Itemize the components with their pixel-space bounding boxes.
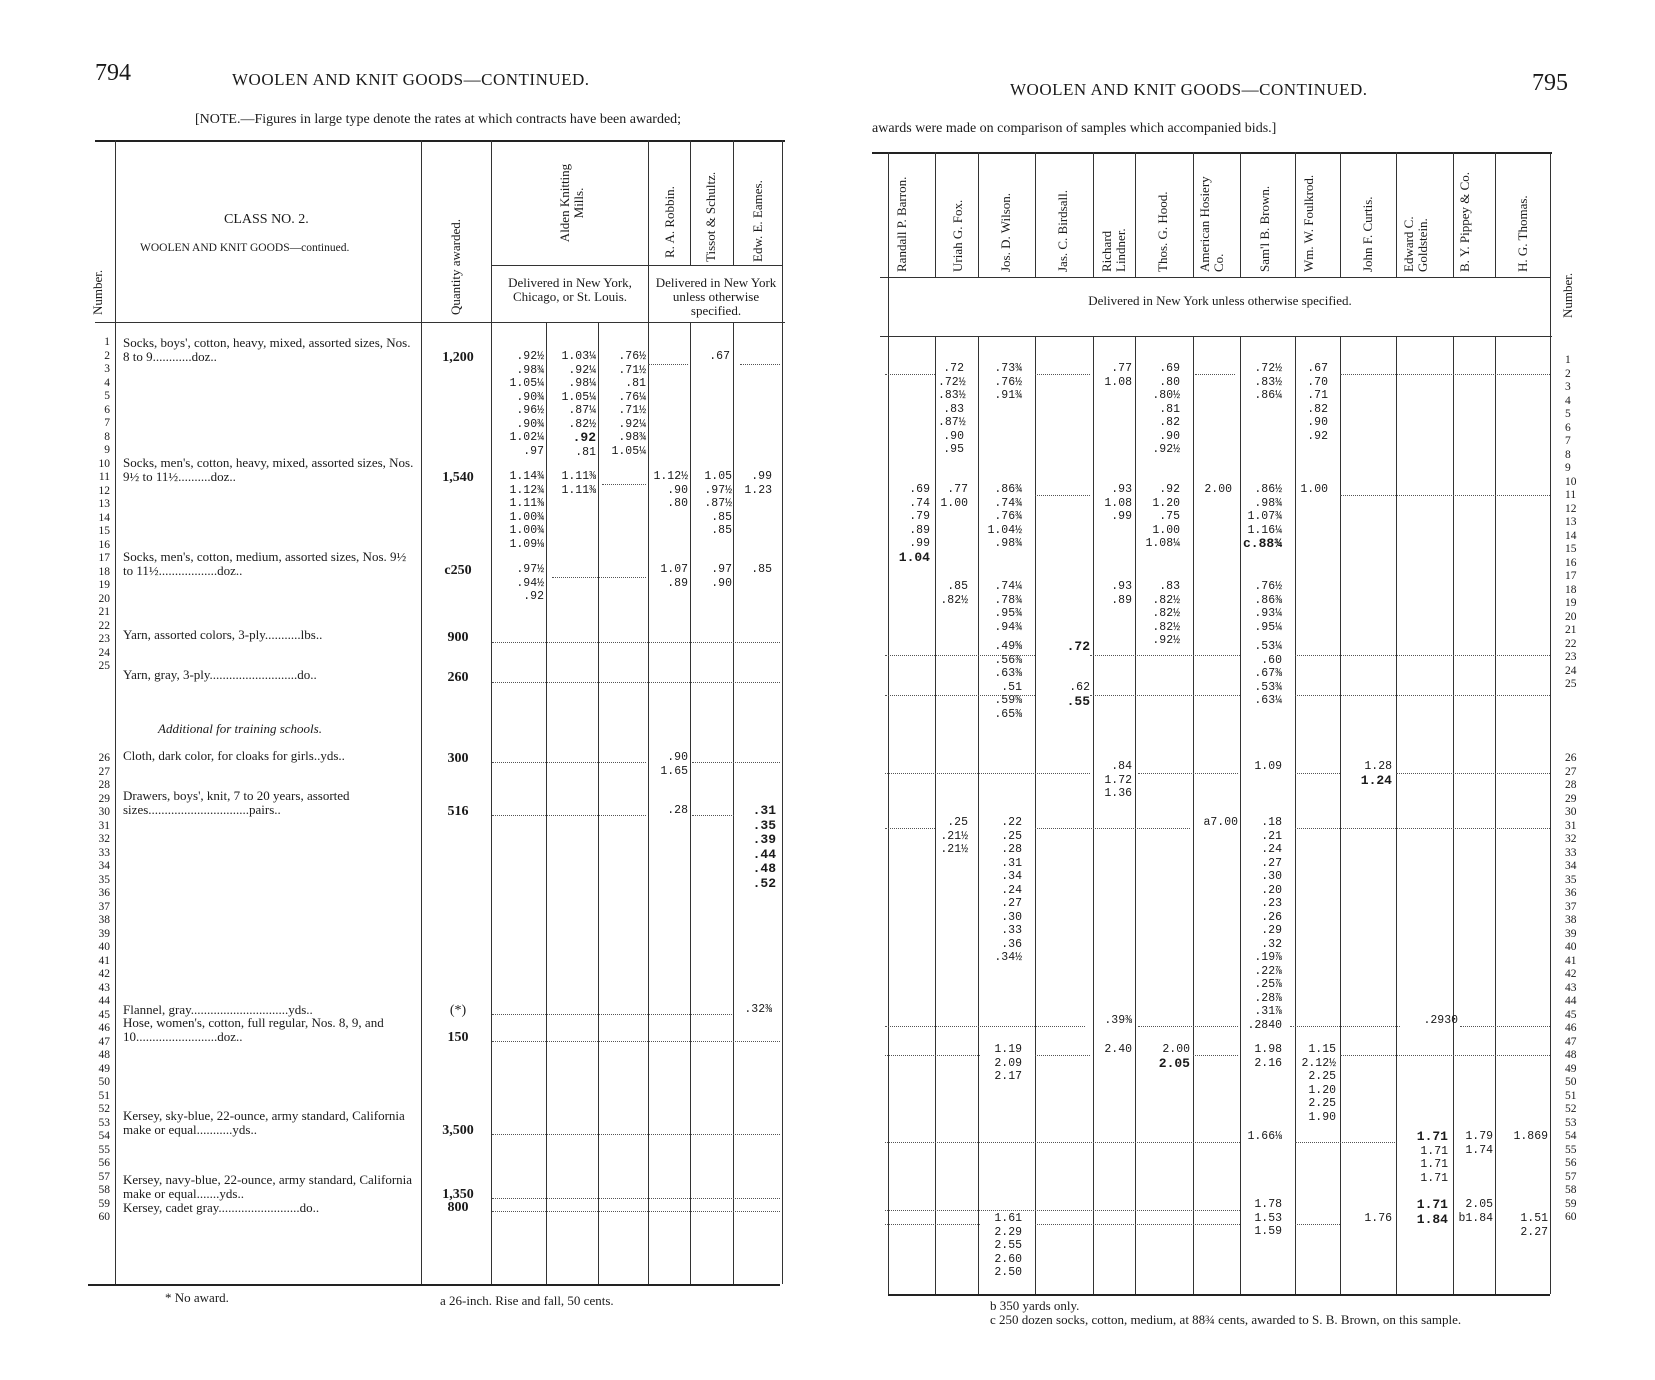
col-divider <box>978 336 979 1294</box>
dotted-leader <box>885 1224 980 1225</box>
price-cell: .49⅝ .56⅜ .63⅜ .51 .59⅝ .65⅜ <box>994 640 1022 721</box>
dotted-leader <box>1035 1224 1240 1225</box>
price-cell: .84 1.72 1.36 <box>1104 760 1132 800</box>
dotted-leader <box>492 642 780 643</box>
bidder-robbin: R. A. Robbin. <box>662 186 677 258</box>
dotted-leader <box>1035 374 1090 375</box>
dotted-leader <box>885 773 1090 774</box>
dotted-leader <box>492 682 780 683</box>
bidder-eames: Edw. E. Eames. <box>750 180 765 262</box>
bidder-curtis: John F. Curtis. <box>1360 196 1375 272</box>
col-divider <box>1240 152 1241 277</box>
dotted-leader <box>1290 1026 1400 1027</box>
item-desc: Kersey, cadet gray.........................do.. <box>123 1200 320 1215</box>
section-title: Additional for training schools. <box>158 721 322 736</box>
price-cell: 1.79 1.74 <box>1465 1130 1493 1157</box>
price-cell: .97 .90 <box>711 563 732 590</box>
dotted-leader <box>885 1055 980 1056</box>
price-cell: .25 .21½ .21½ <box>940 816 968 856</box>
dotted-leader <box>740 364 780 365</box>
item-qty: 800 <box>447 1200 469 1215</box>
header-bottom-rule <box>880 336 1552 337</box>
col-divider <box>1135 336 1136 1294</box>
col-divider <box>1093 152 1094 277</box>
dotted-leader <box>692 815 734 816</box>
item-qty: c250 <box>444 563 472 578</box>
dotted-leader <box>885 1026 1085 1027</box>
item-qty: 1,200 <box>442 350 474 365</box>
col-divider <box>598 322 599 1284</box>
price-cell: a7.00 <box>1203 816 1238 829</box>
header-bottom-rule <box>95 322 785 323</box>
col-divider <box>888 152 889 1294</box>
item-desc: Socks, men's, cotton, medium, assorted sizes, Nos. 9½ to 11½..................doz.. <box>123 549 407 578</box>
price-cell: 1.19 2.09 2.17 <box>994 1043 1022 1083</box>
col-divider <box>1340 152 1341 277</box>
left-note: [NOTE.—Figures in large type denote the rates at which contracts have been awarded; <box>195 112 682 127</box>
dotted-leader <box>492 1211 780 1212</box>
dotted-leader <box>1035 1055 1090 1056</box>
price-cell: 1.76 <box>1364 1212 1392 1225</box>
price-cell: .93 .89 <box>1111 580 1132 607</box>
col-divider <box>782 140 783 1284</box>
dotted-leader <box>1340 1055 1550 1056</box>
item-desc: Drawers, boys', knit, 7 to 20 years, assorted sizes...............................pairs.. <box>123 788 350 817</box>
price-cell: 1.03¼ .92¼ .98¼ 1.05¼ .87¼ .82½ .92 .81 <box>561 350 596 459</box>
item-desc: Cloth, dark color, for cloaks for girls..yds.. <box>123 748 345 763</box>
dotted-leader <box>885 695 1035 696</box>
delivery-note-1: Delivered in New York, Chicago, or St. Louis. <box>508 275 632 304</box>
price-cell: 2.40 <box>1104 1043 1132 1056</box>
col-divider <box>1135 152 1136 277</box>
col-divider <box>1550 152 1551 1294</box>
item-desc: Socks, boys', cotton, heavy, mixed, assorted sizes, Nos. 8 to 9............doz.. <box>123 335 411 364</box>
price-cell: .67 <box>709 350 730 363</box>
dotted-leader <box>1138 1026 1238 1027</box>
bidder-brown: Sam'l B. Brown. <box>1257 185 1272 272</box>
bidder-thomas: H. G. Thomas. <box>1515 195 1530 272</box>
right-footnote-1: b 350 yards only. <box>990 1298 1080 1313</box>
col-divider <box>1193 336 1194 1294</box>
bidder-birdsall: Jas. C. Birdsall. <box>1055 190 1070 272</box>
price-cell: .72½ .83½ .86¼ <box>1254 362 1282 402</box>
row-numbers-1-8: 1 2 3 4 5 6 7 8 9 10 11 12 13 14 15 16 17 18 19 20 21 22 23 24 25 <box>98 336 110 672</box>
item-qty: 516 <box>447 804 469 819</box>
col-divider <box>690 322 691 1284</box>
dotted-leader <box>885 655 1035 656</box>
class-title: CLASS NO. 2. <box>224 212 309 227</box>
price-cell: 1.51 2.27 <box>1520 1212 1548 1239</box>
delivery-note-2: Delivered in New York unless otherwise specified. <box>655 275 777 318</box>
price-cell: 1.869 <box>1513 1130 1548 1143</box>
price-cell: .76½ .86⅜ .93¼ .95¼ <box>1254 580 1282 634</box>
col-qty-label: Quantity awarded. <box>448 218 463 315</box>
dotted-leader <box>492 815 646 816</box>
price-cell: .62 .55 <box>1066 681 1090 709</box>
price-cell: .85 <box>751 563 772 576</box>
price-cell: .93 1.08 .99 <box>1104 483 1132 523</box>
price-cell: .72 .72½ .83½ .83 .87½ .90 .95 <box>938 362 966 456</box>
dotted-leader <box>885 1142 1240 1143</box>
bidder-hood: Thos. G. Hood. <box>1155 191 1170 272</box>
left-page-header: WOOLEN AND KNIT GOODS—CONTINUED. <box>232 70 590 89</box>
price-cell: 2.00 <box>1204 483 1232 496</box>
col-divider <box>1495 336 1496 1294</box>
bidder-american-hosiery: American Hosiery Co. <box>1197 176 1226 272</box>
dotted-leader <box>1195 374 1235 375</box>
dotted-leader <box>492 762 646 763</box>
col-divider <box>115 140 116 1284</box>
dotted-leader <box>1396 773 1550 774</box>
table-top-rule <box>95 140 785 142</box>
item-qty: 1,540 <box>442 470 474 485</box>
dotted-leader <box>885 828 935 829</box>
col-number-label: Number. <box>90 269 105 315</box>
price-cell: .83 .82½ .82½ .82½ .92½ <box>1152 580 1180 647</box>
dotted-leader <box>1035 828 1190 829</box>
col-divider <box>1295 336 1296 1294</box>
dotted-leader <box>492 1041 780 1042</box>
dotted-leader <box>1295 1142 1395 1143</box>
bidder-fox: Uriah G. Fox. <box>950 199 965 272</box>
bidder-tissot: Tissot & Schultz. <box>703 171 718 262</box>
col-divider <box>935 336 936 1294</box>
dotted-leader <box>1340 374 1550 375</box>
price-cell: 1.71 1.71 1.71 1.71 <box>1416 1129 1448 1185</box>
item-qty: 1,350 <box>442 1187 474 1202</box>
price-cell: .69 .80 .80½ .81 .82 .90 .92½ <box>1152 362 1180 456</box>
dotted-leader <box>1460 1026 1550 1027</box>
col-divider <box>935 152 936 277</box>
dotted-leader <box>692 762 780 763</box>
delivery-note-right: Delivered in New York unless otherwise specified. <box>1088 293 1352 308</box>
price-cell: .97½ .94½ .92 <box>516 563 544 603</box>
dotted-leader <box>885 1210 1240 1211</box>
price-cell: 1.05 .97½ .87½ .85 .85 <box>704 470 732 537</box>
price-cell-awarded: .31 .35 .39 .44 .48 .52 <box>752 803 776 891</box>
col-divider <box>978 152 979 277</box>
col-divider <box>733 140 734 265</box>
price-cell: 1.14¾ 1.12¾ 1.11⅜ 1.00¾ 1.00¾ 1.09⅛ <box>509 470 544 551</box>
row-numbers-right-1: 1 2 3 4 5 6 7 8 9 10 11 12 13 14 15 16 17 18 19 20 21 22 23 24 25 <box>1565 354 1577 690</box>
col-divider <box>491 140 492 1284</box>
table-bottom-rule <box>888 1294 1550 1296</box>
price-cell: .67 .70 .71 .82 .90 .92 <box>1307 362 1328 443</box>
dotted-leader <box>1138 773 1238 774</box>
bidder-wilson: Jos. D. Wilson. <box>998 192 1013 272</box>
price-cell: .77 1.00 <box>940 483 968 510</box>
bidder-foulkrod: Wm. W. Foulkrod. <box>1301 174 1316 272</box>
price-cell-awarded: .72 <box>1066 639 1090 654</box>
price-cell: 2.00 2.05 <box>1158 1043 1190 1071</box>
col-divider <box>1035 152 1036 277</box>
col-divider <box>1240 336 1241 1294</box>
price-cell: 1.15 2.12½ 2.25 1.20 2.25 1.90 <box>1301 1043 1336 1124</box>
item-qty: 3,500 <box>442 1123 474 1138</box>
price-cell: .32⅜ <box>744 1003 772 1016</box>
price-cell: .74¼ .78¾ .95¾ .94¾ <box>994 580 1022 634</box>
col-divider <box>1453 152 1454 277</box>
col-divider <box>546 322 547 1284</box>
table-top-rule <box>872 152 1552 154</box>
item-desc: Hose, women's, cotton, full regular, Nos. 8, 9, and 10.........................doz.. <box>123 1015 384 1044</box>
item-qty: 150 <box>447 1030 469 1045</box>
price-cell: 1.98 2.16 <box>1254 1043 1282 1070</box>
col-divider <box>733 322 734 1284</box>
dotted-leader <box>1295 655 1550 656</box>
price-cell: 1.11⅜ 1.11⅜ <box>561 470 596 497</box>
item-qty: 900 <box>447 630 469 645</box>
price-cell: 1.71 1.84 <box>1416 1197 1448 1227</box>
right-page-number: 795 <box>1532 70 1568 96</box>
col-divider <box>648 140 649 1284</box>
item-qty: (*) <box>449 1003 467 1018</box>
item-desc: Kersey, sky-blue, 22-ounce, army standard, California make or equal...........yds.. <box>123 1108 405 1137</box>
item-desc: Flannel, gray..............................yds.. <box>123 1002 313 1017</box>
price-cell: .92½ .98¾ 1.05¼ .90¾ .96½ .90¾ 1.02¼ .97 <box>509 350 544 458</box>
col-divider <box>1495 152 1496 277</box>
item-qty: 300 <box>447 751 469 766</box>
table-bottom-rule <box>88 1284 780 1286</box>
dotted-leader <box>1295 1224 1340 1225</box>
col-divider <box>1093 336 1094 1294</box>
price-cell: 1.61 2.29 2.55 2.60 2.50 <box>994 1212 1022 1279</box>
item-desc: Kersey, navy-blue, 22-ounce, army standard, California make or equal.......yds.. <box>123 1172 413 1201</box>
dotted-leader <box>1340 495 1550 496</box>
price-cell: .86½ .98¾ 1.07¾ 1.16¼ c.88¾ <box>1242 483 1282 551</box>
dotted-leader <box>492 1014 732 1015</box>
col-divider <box>1396 336 1397 1294</box>
col-divider <box>1453 336 1454 1294</box>
bidder-pippey: B. Y. Pippey & Co. <box>1457 171 1472 272</box>
price-cell: .53¼ .60 .67⅜ .53¾ .63¼ <box>1254 640 1282 707</box>
bidder-barron: Randall P. Barron. <box>894 176 909 272</box>
price-cell: 1.12½ .90 .80 <box>653 470 688 510</box>
col-divider <box>421 140 422 1284</box>
dotted-leader <box>1090 655 1240 656</box>
price-cell: .90 1.65 <box>660 751 688 778</box>
dotted-leader <box>1035 495 1090 496</box>
price-cell: 1.78 1.53 1.59 <box>1254 1198 1282 1238</box>
price-cell: 1.07 .89 <box>660 563 688 590</box>
price-cell: .2930 <box>1423 1014 1458 1027</box>
row-numbers-right-2: 26 27 28 29 30 31 32 33 34 35 36 37 38 39 40 41 42 43 44 45 46 47 48 49 50 51 52 53 54 55 56 57 58 59 60 <box>1565 752 1577 1223</box>
col-divider <box>1295 152 1296 277</box>
dotted-leader <box>492 1198 780 1199</box>
bidder-header-rule <box>880 277 1550 278</box>
price-cell: .86¾ .74¾ .76¾ 1.04½ .98¾ <box>987 483 1022 550</box>
price-cell: .76½ .71½ .81 .76¼ .71½ .92¼ .98¾ 1.05¼ <box>611 350 646 458</box>
row-numbers-26-60: 26 27 28 29 30 31 32 33 34 35 36 37 38 39 40 41 42 43 44 45 46 47 48 49 50 51 52 53 54 55 56 57 58 59 60 <box>98 752 110 1223</box>
price-cell: .22 .25 .28 .31 .34 .24 .27 .30 .33 .36 .34½ <box>994 816 1022 964</box>
price-cell: 2.05 b1.84 <box>1458 1198 1493 1225</box>
dotted-leader <box>1090 695 1240 696</box>
col-number-label-right: Number. <box>1560 272 1575 318</box>
dotted-leader <box>1193 1055 1238 1056</box>
price-cell: .92 1.20 .75 1.00 1.08¼ <box>1145 483 1180 550</box>
dotted-leader <box>1295 828 1550 829</box>
col-divider <box>1193 152 1194 277</box>
right-note: awards were made on comparison of samples which accompanied bids.] <box>872 121 1277 136</box>
col-divider <box>690 140 691 265</box>
dotted-leader <box>1295 773 1340 774</box>
dotted-leader <box>1295 695 1550 696</box>
price-cell: .85 .82½ <box>940 580 968 607</box>
dotted-leader <box>602 484 646 485</box>
left-footnote-1: * No award. <box>165 1290 229 1305</box>
bidder-lindner: Richard Lindner. <box>1099 228 1128 272</box>
subheader-rule <box>491 265 782 266</box>
item-desc: Yarn, gray, 3-ply...........................do.. <box>123 667 317 682</box>
item-desc: Yarn, assorted colors, 3-ply...........lbs.. <box>123 627 323 642</box>
right-page-header: WOOLEN AND KNIT GOODS—CONTINUED. <box>1010 80 1368 99</box>
price-cell: .99 1.23 <box>744 470 772 497</box>
col-divider <box>1340 336 1341 1294</box>
col-divider <box>1396 152 1397 277</box>
bidder-goldstein: Edward C. Goldstein. <box>1401 216 1430 272</box>
right-footnote-2: c 250 dozen socks, cotton, medium, at 88¾ cents, awarded to S. B. Brown, on this sample. <box>990 1312 1462 1327</box>
price-cell: .77 1.08 <box>1104 362 1132 389</box>
item-qty: 260 <box>447 670 469 685</box>
price-cell: 1.66⅛ <box>1247 1130 1282 1143</box>
dotted-leader <box>552 577 646 578</box>
price-cell: 1.09 <box>1254 760 1282 773</box>
dotted-leader <box>885 374 935 375</box>
price-cell: 1.28 1.24 <box>1360 760 1392 788</box>
dotted-leader <box>648 364 688 365</box>
left-footnote-2: a 26-inch. Rise and fall, 50 cents. <box>440 1293 614 1308</box>
price-cell: .73¾ .76½ .91¾ <box>994 362 1022 402</box>
price-cell: .39⅜ <box>1104 1014 1132 1027</box>
price-cell: .28 <box>667 804 688 817</box>
bidder-alden: Alden Knitting Mills. <box>557 163 586 243</box>
price-cell: .69 .74 .79 .89 .99 1.04 <box>898 483 930 565</box>
item-desc: Socks, men's, cotton, heavy, mixed, assorted sizes, Nos. 9½ to 11½..........doz.. <box>123 455 414 484</box>
class-subtitle: WOOLEN AND KNIT GOODS—continued. <box>140 242 350 254</box>
dotted-leader <box>492 1134 780 1135</box>
left-page-number: 794 <box>95 60 131 86</box>
price-cell: 1.00 <box>1300 483 1328 496</box>
col-divider <box>1035 336 1036 1294</box>
price-cell: .18 .21 .24 .27 .30 .20 .23 .26 .29 .32 .19⅞ .22⅞ .25⅞ .28⅞ .31⅞ .2840 <box>1247 816 1282 1032</box>
